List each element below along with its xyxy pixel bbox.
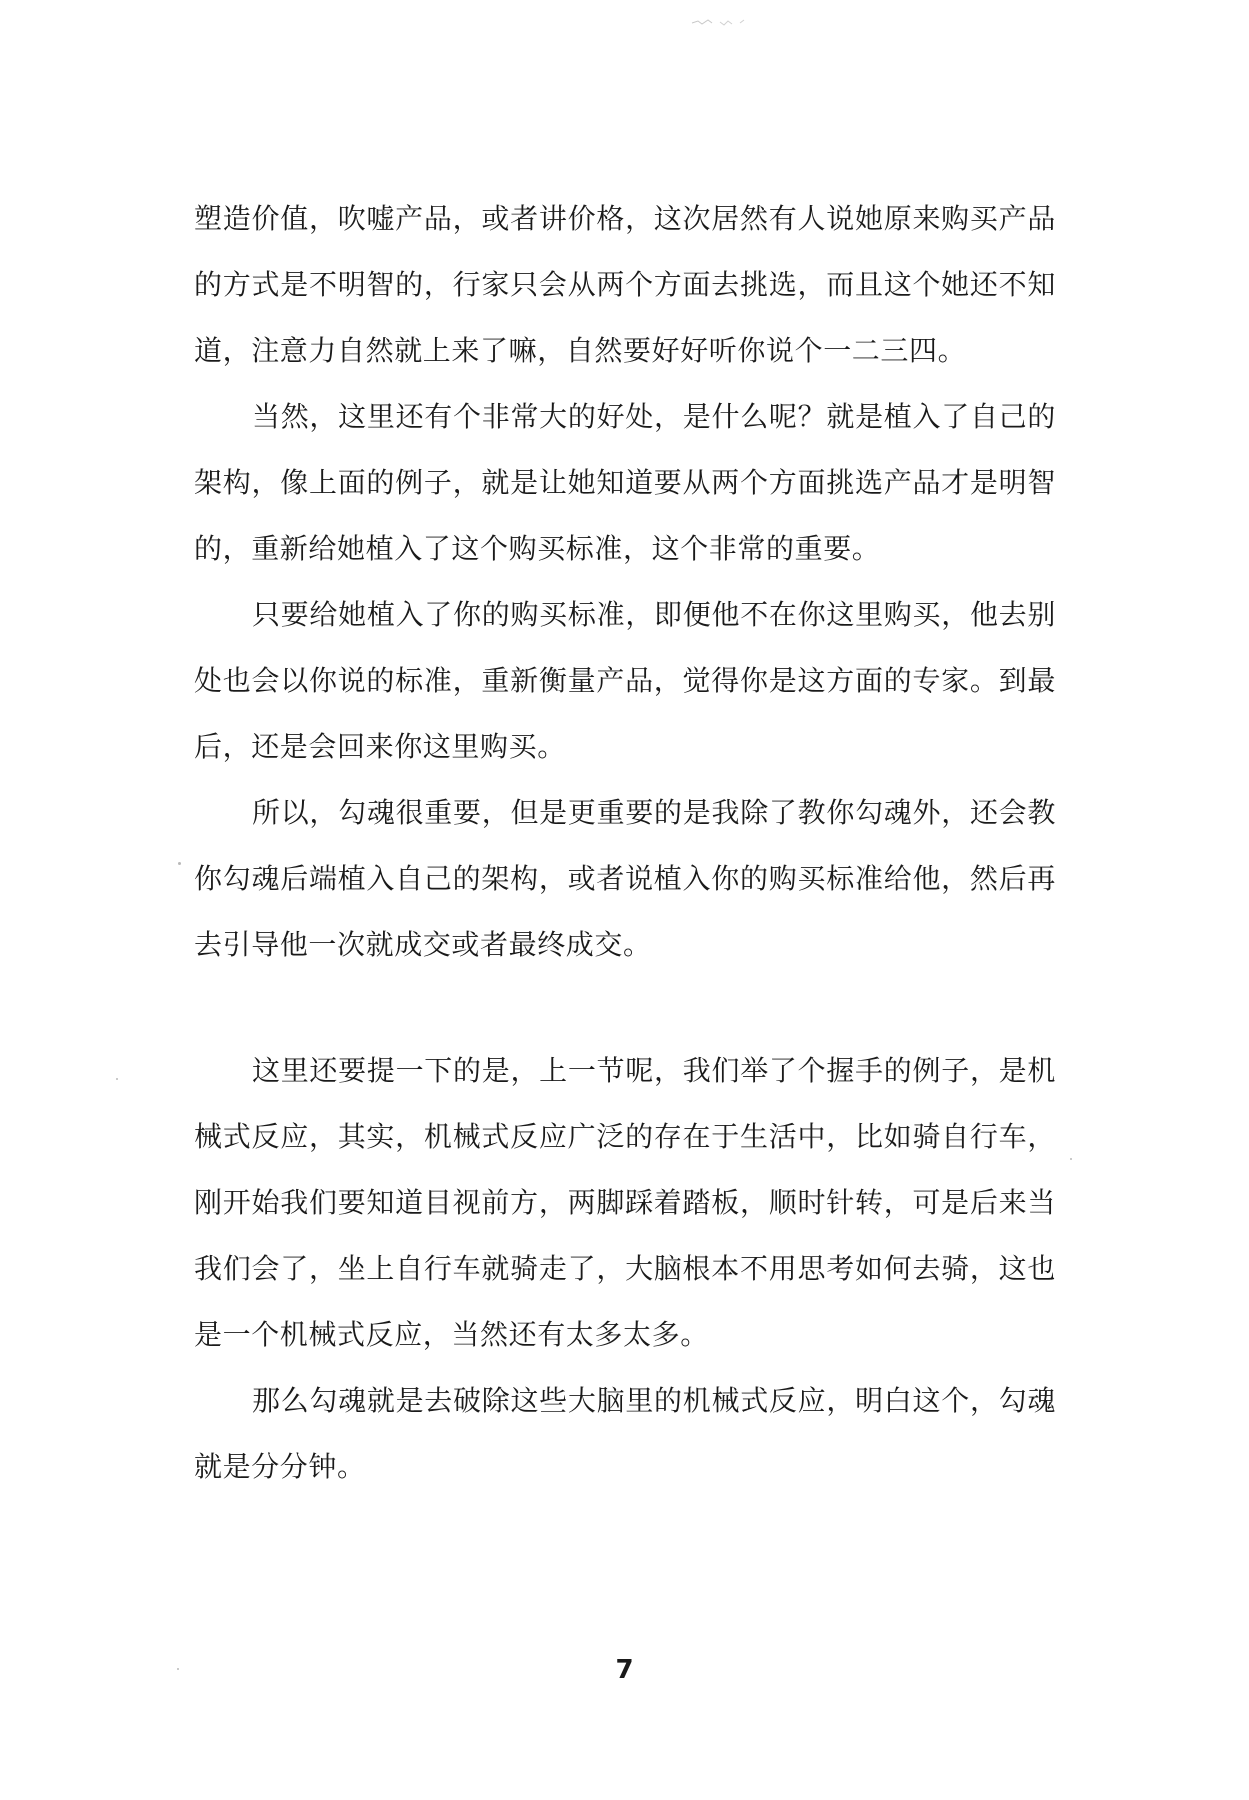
paragraph: 只要给她植入了你的购买标准，即便他不在你这里购买，他去别处也会以你说的标准，重新衡量产品，觉得你是这方面的专家。到最后，还是会回来你这里购买。 — [194, 598, 1056, 763]
paragraph: 当然，这里还有个非常大的好处，是什么呢？就是植入了自己的架构，像上面的例子，就是让她知道要从两个方面挑选产品才是明智的，重新给她植入了这个购买标准，这个非常的重要。 — [194, 400, 1056, 565]
paragraph: 所以，勾魂很重要，但是更重要的是我除了教你勾魂外，还会教你勾魂后端植入自己的架构，或者说植入你的购买标准给他，然后再去引导他一次就成交或者最终成交。 — [194, 796, 1056, 961]
page-number: 7 — [615, 1655, 634, 1685]
scan-speck — [1070, 1158, 1072, 1160]
scan-artifact-mark — [690, 14, 770, 30]
paragraph: 这里还要提一下的是，上一节呢，我们举了个握手的例子，是机械式反应，其实，机械式反应广泛的存在于生活中，比如骑自行车，刚开始我们要知道目视前方，两脚踩着踏板，顺时针转，可是后来当我们会了，坐上自行车就骑走了，大脑根本不用思考如何去骑，这也是一个机械式反应，当然还有太多太多。 — [194, 1054, 1056, 1351]
text-section-top — [194, 186, 1056, 978]
paragraph: 塑造价值，吹嘘产品，或者讲价格，这次居然有人说她原来购买产品的方式是不明智的，行家只会从两个方面去挑选，而且这个她还不知道，注意力自然就上来了嘛，自然要好好听你说个一二三四。 — [194, 202, 1056, 367]
paragraph: 那么勾魂就是去破除这些大脑里的机械式反应，明白这个，勾魂就是分分钟。 — [194, 1384, 1056, 1483]
scan-speck — [116, 1078, 118, 1080]
text-section-bottom — [194, 1038, 1056, 1500]
scan-speck — [178, 862, 181, 865]
